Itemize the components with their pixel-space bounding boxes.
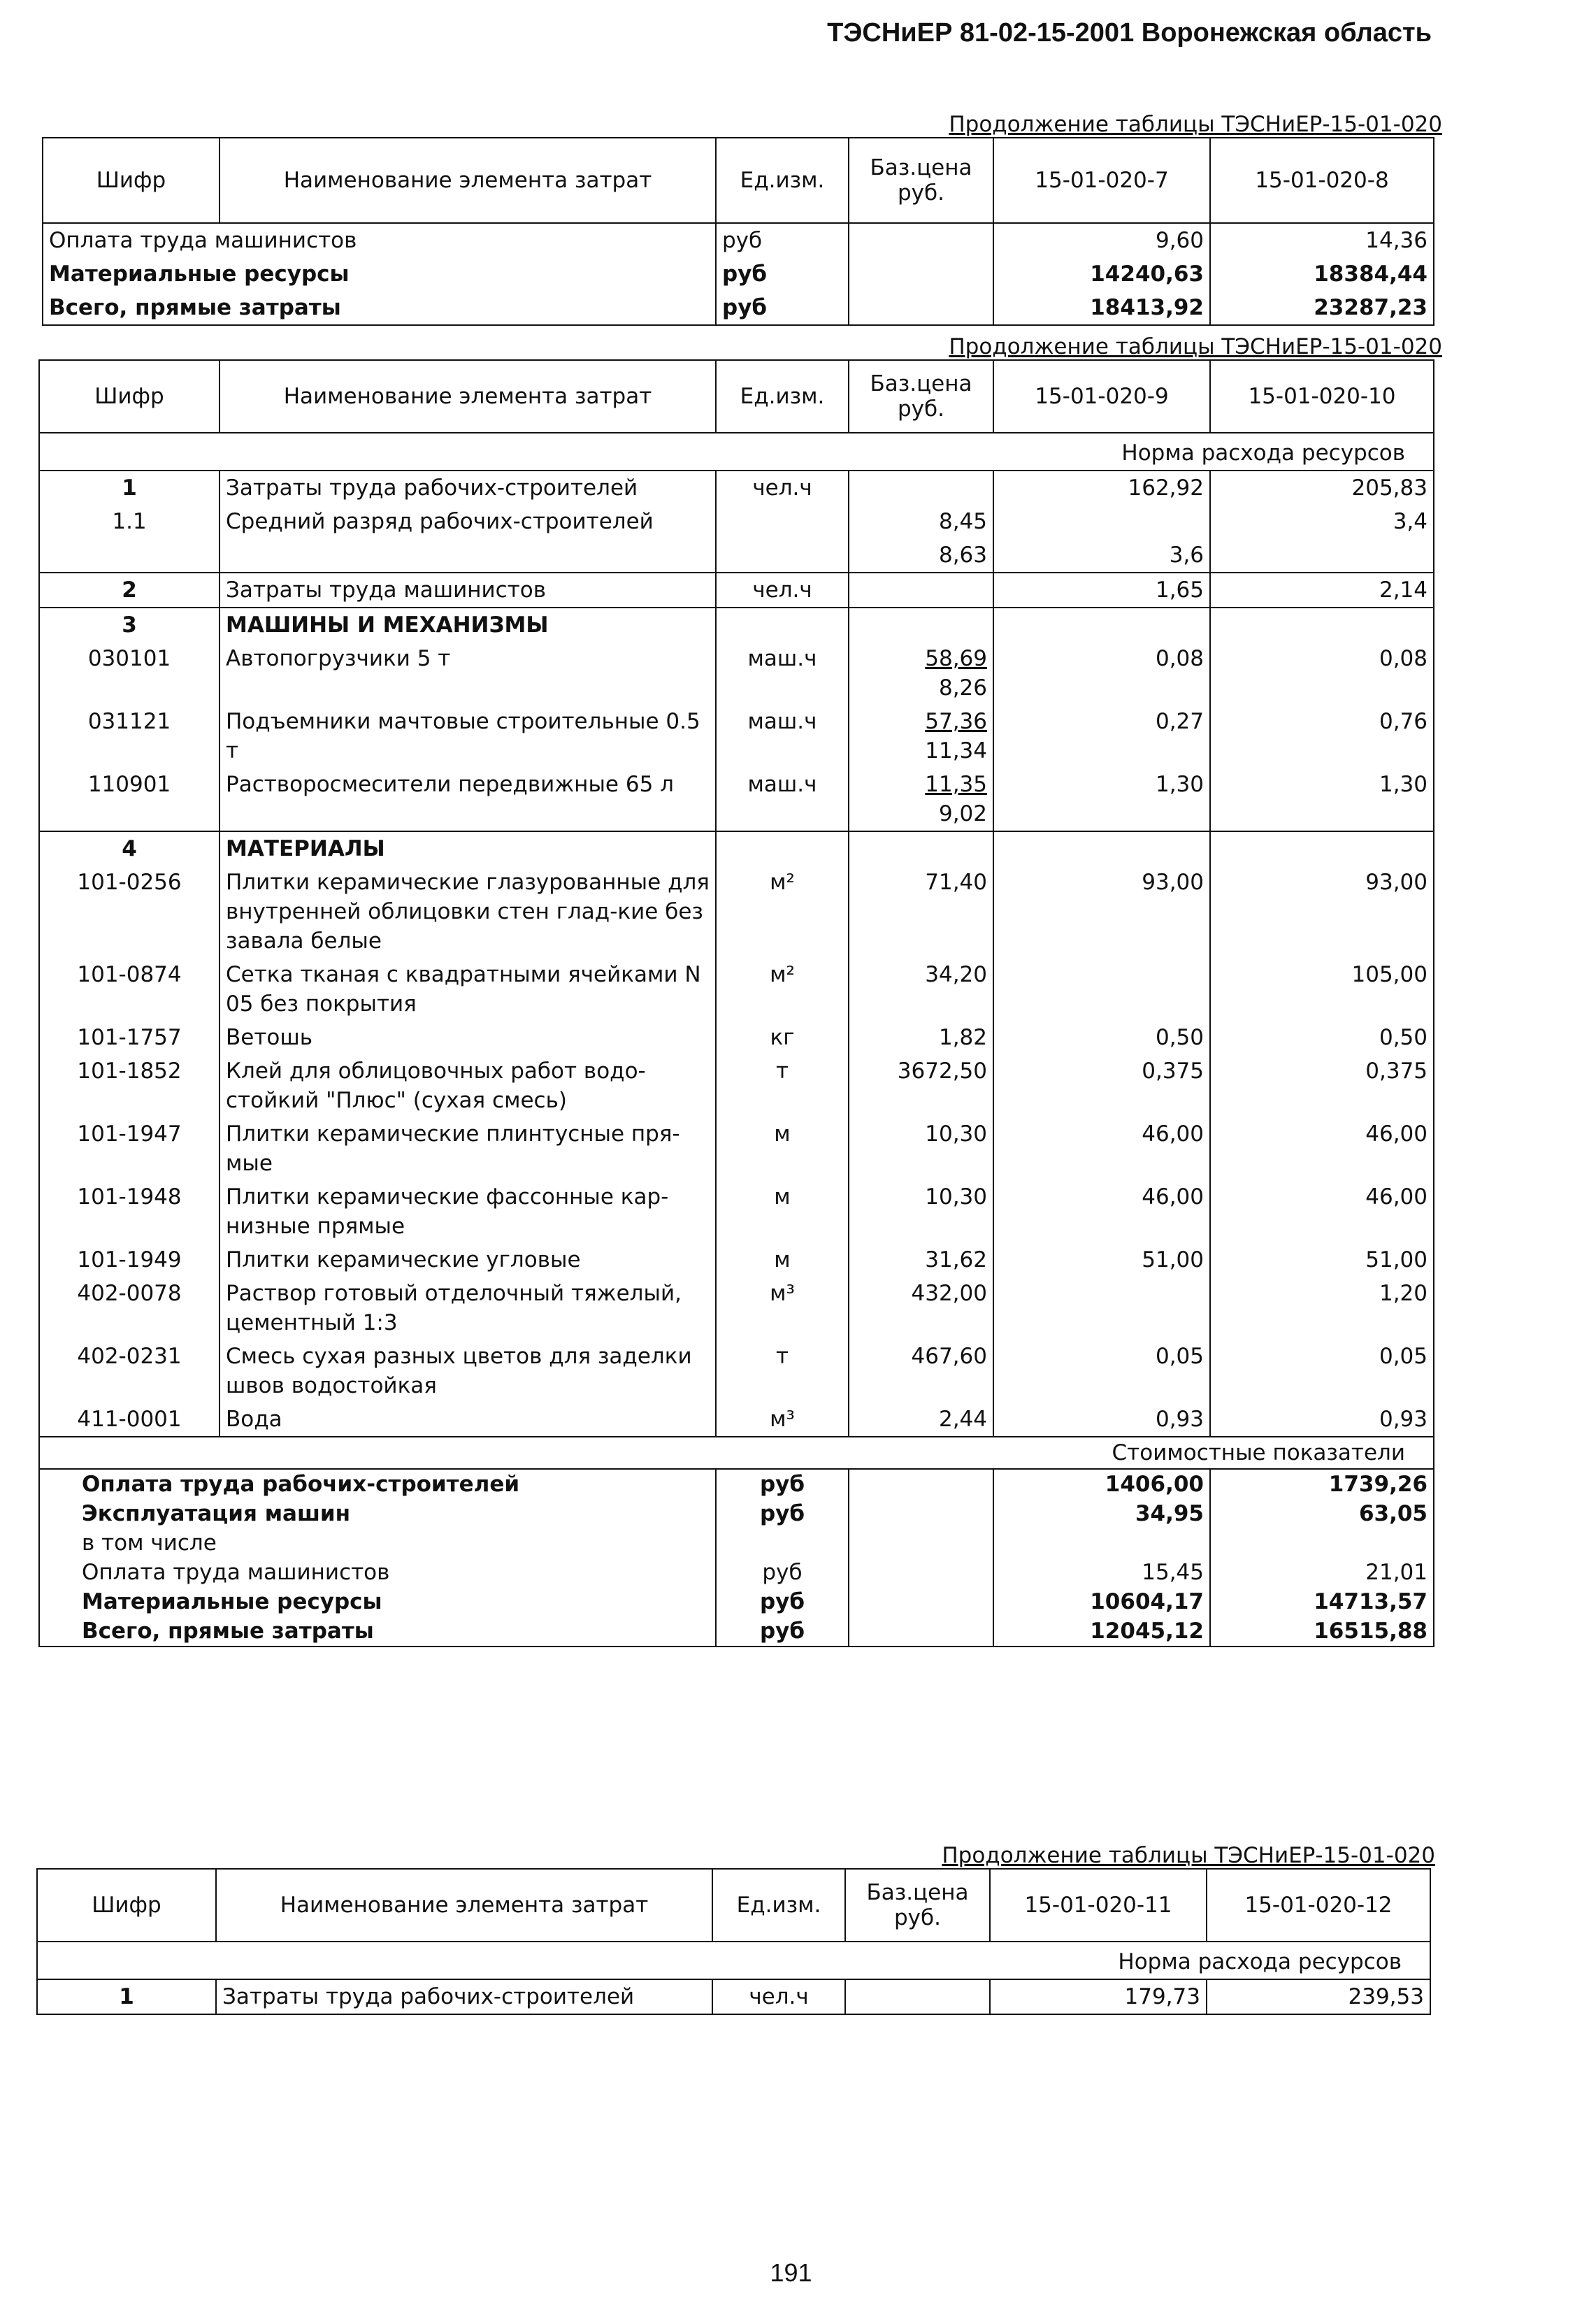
row-value-a xyxy=(993,831,1210,866)
price-primary: 58,69 xyxy=(925,646,987,671)
row-value-a: 1,65 xyxy=(993,573,1210,608)
row-unit: руб xyxy=(716,257,849,291)
row-code: 101-0874 xyxy=(39,958,220,1021)
col-header-name: Наименование элемента затрат xyxy=(220,138,716,223)
row-value-a: 162,92 xyxy=(993,471,1210,505)
row-code: 3 xyxy=(39,608,220,642)
col-header-a: 15-01-020-7 xyxy=(993,138,1210,223)
row-name: Ветошь xyxy=(220,1021,716,1054)
col-header-a: 15-01-020-11 xyxy=(990,1869,1207,1942)
cost-unit: руб xyxy=(716,1469,849,1499)
table-row xyxy=(39,1021,1434,1054)
page-header: ТЭСНиЕР 81-02-15-2001 Воронежская область xyxy=(827,18,1432,48)
table-row xyxy=(39,1243,1434,1277)
col-header-a: 15-01-020-9 xyxy=(993,360,1210,433)
row-value-b: 23287,23 xyxy=(1210,291,1434,325)
cost-unit xyxy=(716,1528,849,1558)
row-price xyxy=(849,573,993,608)
row-value-a xyxy=(993,958,1210,1021)
row-value-a: 9,60 xyxy=(993,223,1210,257)
row-value-b: 0,08 xyxy=(1210,642,1434,705)
row-unit: м² xyxy=(716,866,849,958)
row-code: 110901 xyxy=(39,768,220,831)
row-code: 1.1 xyxy=(39,505,220,538)
row-name: Сетка тканая с квадратными ячейками N 05 без покрытия xyxy=(220,958,716,1021)
row-unit: м xyxy=(716,1180,849,1243)
row-value-b: 2,14 xyxy=(1210,573,1434,608)
table-row xyxy=(39,538,1434,573)
row-price: 8,45 xyxy=(849,505,993,538)
row-value-b: 205,83 xyxy=(1210,471,1434,505)
row-unit: маш.ч xyxy=(716,768,849,831)
table-row xyxy=(43,291,1434,325)
row-unit: маш.ч xyxy=(716,705,849,768)
table-row xyxy=(39,1054,1434,1117)
row-name: Раствор готовый отделочный тяжелый, цементный 1:3 xyxy=(220,1277,716,1340)
cost-value-a: 15,45 xyxy=(993,1558,1210,1587)
row-value-a: 0,375 xyxy=(993,1054,1210,1117)
cost-value-a: 12045,12 xyxy=(993,1616,1210,1647)
col-header-b: 15-01-020-10 xyxy=(1210,360,1434,433)
row-value-a: 0,08 xyxy=(993,642,1210,705)
row-value-a: 51,00 xyxy=(993,1243,1210,1277)
row-value-a xyxy=(993,1277,1210,1340)
section-label-norm: Норма расхода ресурсов xyxy=(37,1942,1430,1979)
table-row xyxy=(39,705,1434,768)
row-value-b: 0,93 xyxy=(1210,1403,1434,1437)
row-code: 101-0256 xyxy=(39,866,220,958)
row-unit: кг xyxy=(716,1021,849,1054)
row-name: Материальные ресурсы xyxy=(43,257,716,291)
cost-row xyxy=(39,1469,1434,1499)
col-header-name: Наименование элемента затрат xyxy=(216,1869,712,1942)
section-label-norm: Норма расхода ресурсов xyxy=(39,433,1434,471)
row-value-a: 1,30 xyxy=(993,768,1210,831)
table-row xyxy=(43,257,1434,291)
row-code: 411-0001 xyxy=(39,1403,220,1437)
col-header-unit: Ед.изм. xyxy=(712,1869,845,1942)
row-price xyxy=(845,1979,990,2014)
cost-unit: руб xyxy=(716,1558,849,1587)
price-secondary: 11,34 xyxy=(925,738,987,763)
cost-value-a xyxy=(993,1528,1210,1558)
row-name: Средний разряд рабочих-строителей xyxy=(220,505,716,538)
row-price: 34,20 xyxy=(849,958,993,1021)
row-code: 101-1757 xyxy=(39,1021,220,1054)
row-name: Плитки керамические угловые xyxy=(220,1243,716,1277)
row-name: Клей для облицовочных работ водо-стойкий "Плюс" (сухая смесь) xyxy=(220,1054,716,1117)
row-value-b xyxy=(1210,538,1434,573)
row-code: 101-1948 xyxy=(39,1180,220,1243)
col-header-code: Шифр xyxy=(37,1869,216,1942)
cost-value-a: 10604,17 xyxy=(993,1587,1210,1616)
row-unit: м xyxy=(716,1243,849,1277)
cost-row xyxy=(39,1587,1434,1616)
row-price: 3672,50 xyxy=(849,1054,993,1117)
row-unit xyxy=(716,831,849,866)
row-value-b: 0,375 xyxy=(1210,1054,1434,1117)
table-continuation-caption: Продолжение таблицы ТЭСНиЕР-15-01-020 xyxy=(942,1843,1435,1868)
row-price: 1,82 xyxy=(849,1021,993,1054)
cost-row xyxy=(39,1616,1434,1647)
col-header-b: 15-01-020-12 xyxy=(1207,1869,1430,1942)
cost-name: Материальные ресурсы xyxy=(39,1587,716,1616)
cost-rows xyxy=(39,1469,1434,1647)
row-code: 402-0078 xyxy=(39,1277,220,1340)
row-code: 101-1852 xyxy=(39,1054,220,1117)
cost-value-a: 1406,00 xyxy=(993,1469,1210,1499)
row-name: Растворосмесители передвижные 65 л xyxy=(220,768,716,831)
row-price xyxy=(849,471,993,505)
cost-name: Всего, прямые затраты xyxy=(39,1616,716,1647)
table-row xyxy=(39,505,1434,538)
cost-value-b: 63,05 xyxy=(1210,1499,1434,1528)
table-row xyxy=(39,831,1434,866)
row-value-b: 46,00 xyxy=(1210,1117,1434,1180)
row-value-a xyxy=(993,505,1210,538)
row-code: 101-1947 xyxy=(39,1117,220,1180)
table-continuation-caption: Продолжение таблицы ТЭСНиЕР-15-01-020 xyxy=(949,334,1442,359)
cost-value-a: 34,95 xyxy=(993,1499,1210,1528)
row-code: 4 xyxy=(39,831,220,866)
row-value-b: 51,00 xyxy=(1210,1243,1434,1277)
row-value-b: 105,00 xyxy=(1210,958,1434,1021)
table-row xyxy=(37,1979,1430,2014)
table-row xyxy=(39,1117,1434,1180)
row-code: 031121 xyxy=(39,705,220,768)
row-unit: м xyxy=(716,1117,849,1180)
col-header-unit: Ед.изм. xyxy=(716,360,849,433)
row-value-a xyxy=(993,608,1210,642)
row-value-b: 0,05 xyxy=(1210,1340,1434,1403)
row-value-b: 1,30 xyxy=(1210,768,1434,831)
row-value-a: 18413,92 xyxy=(993,291,1210,325)
price-primary: 57,36 xyxy=(925,709,987,734)
row-value-a: 46,00 xyxy=(993,1117,1210,1180)
row-price: 467,60 xyxy=(849,1340,993,1403)
row-code: 1 xyxy=(39,471,220,505)
row-name: Подъемники мачтовые строительные 0.5 т xyxy=(220,705,716,768)
row-unit xyxy=(716,538,849,573)
table-row xyxy=(39,1340,1434,1403)
row-code: 2 xyxy=(39,573,220,608)
col-header-name: Наименование элемента затрат xyxy=(220,360,716,433)
row-price xyxy=(849,608,993,642)
cost-value-b: 1739,26 xyxy=(1210,1469,1434,1499)
row-price xyxy=(849,831,993,866)
row-price: 8,63 xyxy=(849,538,993,573)
table-row xyxy=(39,1277,1434,1340)
row-value-a: 0,93 xyxy=(993,1403,1210,1437)
table-row xyxy=(39,608,1434,642)
row-value-b xyxy=(1210,608,1434,642)
row-unit xyxy=(716,505,849,538)
row-value-b xyxy=(1210,831,1434,866)
cost-unit: руб xyxy=(716,1616,849,1647)
cost-row xyxy=(39,1558,1434,1587)
row-code: 402-0231 xyxy=(39,1340,220,1403)
row-unit: м³ xyxy=(716,1277,849,1340)
row-name: Затраты труда рабочих-строителей xyxy=(220,471,716,505)
col-header-base-price: Баз.цена руб. xyxy=(849,360,993,433)
cost-value-b: 16515,88 xyxy=(1210,1616,1434,1647)
row-code xyxy=(39,538,220,573)
row-value-b: 0,50 xyxy=(1210,1021,1434,1054)
col-header-b: 15-01-020-8 xyxy=(1210,138,1434,223)
row-unit: руб xyxy=(716,223,849,257)
price-secondary: 8,26 xyxy=(938,675,987,701)
cost-row xyxy=(39,1528,1434,1558)
row-name: Всего, прямые затраты xyxy=(43,291,716,325)
row-name: Плитки керамические плинтусные пря-мые xyxy=(220,1117,716,1180)
row-price: 432,00 xyxy=(849,1277,993,1340)
page-number: 191 xyxy=(770,2258,812,2287)
row-name xyxy=(220,538,716,573)
cost-name: Эксплуатация машин xyxy=(39,1499,716,1528)
row-name: Плитки керамические глазурованные для внутренней облицовки стен глад-кие без завала белые xyxy=(220,866,716,958)
col-header-code: Шифр xyxy=(39,360,220,433)
col-header-code: Шифр xyxy=(43,138,220,223)
table-row xyxy=(39,958,1434,1021)
row-price xyxy=(849,642,993,705)
row-unit: руб xyxy=(716,291,849,325)
row-value-b: 239,53 xyxy=(1207,1979,1430,2014)
resource-table-3 xyxy=(36,1868,1431,2015)
row-value-b: 14,36 xyxy=(1210,223,1434,257)
row-unit: м³ xyxy=(716,1403,849,1437)
row-unit: чел.ч xyxy=(712,1979,845,2014)
row-name: Затраты труда машинистов xyxy=(220,573,716,608)
row-code: 1 xyxy=(37,1979,216,2014)
row-code: 101-1949 xyxy=(39,1243,220,1277)
row-value-a: 93,00 xyxy=(993,866,1210,958)
row-price: 71,40 xyxy=(849,866,993,958)
row-name: МАТЕРИАЛЫ xyxy=(220,831,716,866)
row-price: 10,30 xyxy=(849,1180,993,1243)
row-value-a: 0,05 xyxy=(993,1340,1210,1403)
col-header-base-price: Баз.цена руб. xyxy=(845,1869,990,1942)
row-value-b: 0,76 xyxy=(1210,705,1434,768)
row-price xyxy=(849,768,993,831)
table-row xyxy=(39,573,1434,608)
row-value-a: 0,27 xyxy=(993,705,1210,768)
resource-rows xyxy=(39,471,1434,1437)
row-value-a: 179,73 xyxy=(990,1979,1207,2014)
table-row xyxy=(39,471,1434,505)
table-row xyxy=(39,1180,1434,1243)
row-unit: т xyxy=(716,1340,849,1403)
table-row xyxy=(39,768,1434,831)
resource-table-1 xyxy=(42,137,1434,326)
row-unit xyxy=(716,608,849,642)
cost-row xyxy=(39,1499,1434,1528)
cost-value-b xyxy=(1210,1528,1434,1558)
row-unit: т xyxy=(716,1054,849,1117)
table-row xyxy=(39,1403,1434,1437)
col-header-unit: Ед.изм. xyxy=(716,138,849,223)
row-value-b: 93,00 xyxy=(1210,866,1434,958)
row-value-b: 1,20 xyxy=(1210,1277,1434,1340)
row-value-a: 14240,63 xyxy=(993,257,1210,291)
row-unit: м² xyxy=(716,958,849,1021)
row-name: Оплата труда машинистов xyxy=(43,223,716,257)
row-name: Смесь сухая разных цветов для заделки швов водостойкая xyxy=(220,1340,716,1403)
row-name: Вода xyxy=(220,1403,716,1437)
row-value-b: 46,00 xyxy=(1210,1180,1434,1243)
row-name: МАШИНЫ И МЕХАНИЗМЫ xyxy=(220,608,716,642)
table-continuation-caption: Продолжение таблицы ТЭСНиЕР-15-01-020 xyxy=(949,112,1442,137)
price-secondary: 9,02 xyxy=(938,801,987,826)
resource-table-2 xyxy=(38,359,1434,1647)
row-value-b: 18384,44 xyxy=(1210,257,1434,291)
price-primary: 11,35 xyxy=(925,772,987,797)
row-price: 31,62 xyxy=(849,1243,993,1277)
table-row xyxy=(39,642,1434,705)
cost-unit: руб xyxy=(716,1499,849,1528)
cost-value-b: 14713,57 xyxy=(1210,1587,1434,1616)
row-value-a: 0,50 xyxy=(993,1021,1210,1054)
row-name: Плитки керамические фассонные кар-низные прямые xyxy=(220,1180,716,1243)
cost-unit: руб xyxy=(716,1587,849,1616)
row-unit: чел.ч xyxy=(716,471,849,505)
cost-name: Оплата труда машинистов xyxy=(39,1558,716,1587)
row-value-b: 3,4 xyxy=(1210,505,1434,538)
row-value-a: 3,6 xyxy=(993,538,1210,573)
row-code: 030101 xyxy=(39,642,220,705)
row-unit: маш.ч xyxy=(716,642,849,705)
table-row xyxy=(43,223,1434,257)
cost-name: в том числе xyxy=(39,1528,716,1558)
section-label-cost: Стоимостные показатели xyxy=(39,1437,1434,1469)
table-row xyxy=(39,866,1434,958)
row-name: Затраты труда рабочих-строителей xyxy=(216,1979,712,2014)
col-header-base-price: Баз.цена руб. xyxy=(849,138,993,223)
row-price: 10,30 xyxy=(849,1117,993,1180)
row-value-a: 46,00 xyxy=(993,1180,1210,1243)
cost-value-b: 21,01 xyxy=(1210,1558,1434,1587)
row-price: 2,44 xyxy=(849,1403,993,1437)
row-name: Автопогрузчики 5 т xyxy=(220,642,716,705)
row-price xyxy=(849,705,993,768)
cost-name: Оплата труда рабочих-строителей xyxy=(39,1469,716,1499)
row-unit: чел.ч xyxy=(716,573,849,608)
